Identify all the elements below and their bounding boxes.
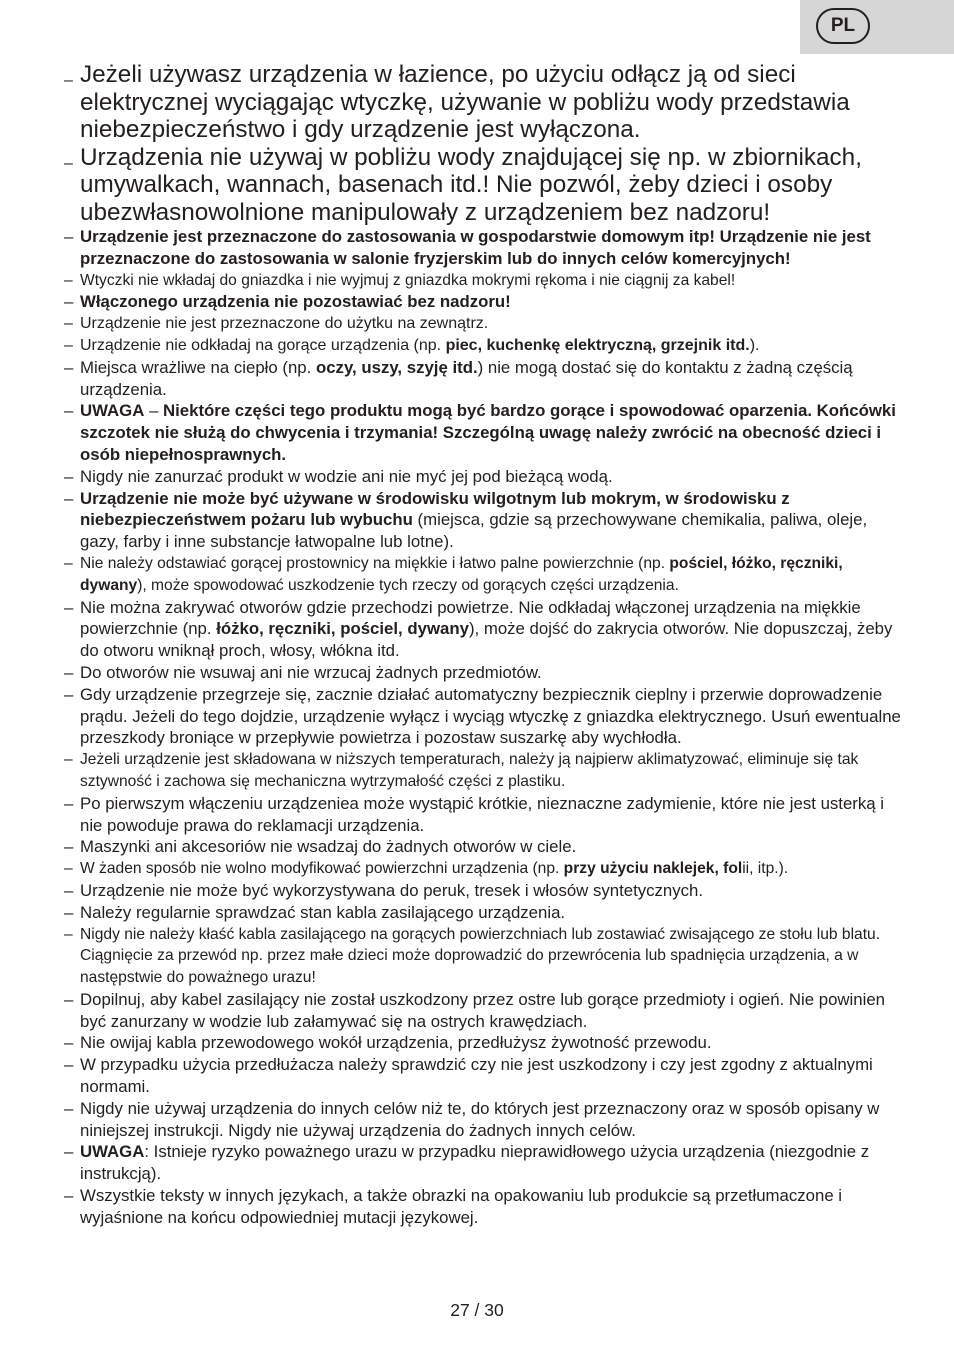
list-item-bold-text: oczy, uszy, szyję itd.	[315, 357, 478, 377]
list-item-text: Urządzenia nie używaj w pobliżu wody znajdującej się np. w zbiornikach, umywalkach, wannach, basenach itd.! Nie pozwól, żeby dzieci i osoby ubezwłasnowolnione manipulowały z urządzeniem bez nadzoru!	[80, 143, 862, 226]
list-dash: –	[64, 793, 74, 813]
list-item-text: Jeżeli urządzenie jest składowana w niższych temperaturach, należy ją najpierw aklimatyzować, eliminuje się tak sztywność i zachowa się mechaniczna wytrzymałość części z plastiku.	[80, 751, 859, 790]
list-item-text: ) nie mogą dostać się do kontaktu z żadną częścią urządzenia.	[80, 357, 853, 399]
list-item	[64, 924, 910, 989]
list-dash: –	[64, 315, 73, 333]
list-item	[64, 1141, 910, 1185]
safety-instructions-list	[64, 61, 910, 1229]
list-dash: –	[64, 1055, 74, 1075]
list-dash: –	[64, 554, 73, 572]
list-item-bold-text: pościel, łóżko, ręczniki, dywany	[80, 554, 843, 594]
list-item	[64, 749, 910, 793]
list-item	[64, 1032, 910, 1054]
list-item	[64, 858, 910, 880]
list-item-text: Po pierwszym włączeniu urządzeniea może wystąpić krótkie, nieznaczne zadymienie, które nie jest usterką i nie powoduje prawa do reklamacji urządzenia.	[80, 793, 884, 835]
list-dash: –	[64, 1186, 74, 1206]
list-item-text: ), może dojść do zakrycia otworów. Nie dopuszczaj, żeby do otworu wniknął proch, włosy, włókna itd.	[80, 619, 893, 661]
list-dash: –	[64, 684, 74, 704]
list-item	[64, 902, 910, 924]
list-item-text: Nie owijaj kabla przewodowego wokół urządzenia, przedłużysz żywotność przewodu.	[80, 1033, 712, 1053]
list-item	[64, 335, 910, 357]
list-item	[64, 291, 910, 313]
list-item-bold-text: Urządzenie jest przeznaczone do zastosowania w gospodarstwie domowym itp! Urządzenie nie jest przeznaczone do zastosowania w salonie fryzjerskim lub do innych celów komercyjnych!	[80, 227, 871, 268]
list-item-text: Nigdy nie zanurzać produkt w wodzie ani nie myć jej pod bieżącą wodą.	[80, 466, 613, 486]
list-item-text: (miejsca, gdzie są przechowywane chemikalia, paliwa, oleje, gazy, farby i inne substancje łatwopalne lub lotne).	[80, 510, 868, 552]
list-dash: –	[64, 1098, 74, 1118]
list-item-text: –	[144, 401, 163, 421]
list-dash: –	[64, 837, 74, 857]
list-dash: –	[64, 401, 74, 421]
list-item	[64, 684, 910, 749]
list-item	[64, 597, 910, 662]
list-dash: –	[64, 751, 73, 769]
list-item	[64, 270, 910, 292]
list-item	[64, 793, 910, 837]
list-dash: –	[64, 662, 74, 682]
list-item	[64, 400, 910, 465]
list-item-text: : Istnieje ryzyko poważnego urazu w przypadku nieprawidłowego użycia urządzenia (niezgodnie z instrukcją).	[80, 1142, 870, 1184]
list-item-bold-text: przy użyciu naklejek, fol	[563, 860, 743, 878]
list-item-text: Do otworów nie wsuwaj ani nie wrzucaj żadnych przedmiotów.	[80, 662, 542, 682]
list-dash: –	[64, 860, 73, 878]
list-item-text: Wtyczki nie wkładaj do gniazdka i nie wyjmuj z gniazdka mokrymi rękoma i nie ciągnij za kabel!	[80, 271, 736, 289]
list-item-bold-text: Niektóre części tego produktu mogą być bardzo gorące i spowodować oparzenia. Końcówki szczotek nie służą do chwycenia i trzymania! Szczególną uwagę należy zwrócić na obecność dzieci i osób niepełnosprawnych.	[80, 401, 896, 464]
list-item-text: Należy regularnie sprawdzać stan kabla zasilającego urządzenia.	[80, 902, 566, 922]
list-dash: –	[64, 154, 73, 172]
list-item	[64, 1098, 910, 1142]
list-dash: –	[64, 925, 73, 943]
list-item	[64, 466, 910, 488]
list-dash: –	[64, 292, 74, 312]
list-dash: –	[64, 597, 74, 617]
list-dash: –	[64, 902, 74, 922]
list-item	[64, 1185, 910, 1229]
list-item	[64, 313, 910, 335]
list-item-text: Wszystkie teksty w innych językach, a także obrazki na opakowaniu lub produkcie są przetłumaczone i wyjaśnione na końcu odpowiedniej mutacji językowej.	[80, 1186, 843, 1227]
list-dash: –	[64, 488, 74, 508]
list-item-bold-text: Urządzenie nie może być używane w środowisku wilgotnym lub mokrym, w środowisku z niebezpieczeństwem pożaru lub wybuchu	[80, 488, 790, 530]
list-item-bold-text: UWAGA	[80, 1142, 145, 1162]
list-item-text: Dopilnuj, aby kabel zasilający nie został uszkodzony przez ostre lub gorące przedmioty i ogień. Nie powinien być zanurzany w wodzie lub załamywać się na ostrych krawędziach.	[80, 989, 885, 1031]
list-item	[64, 488, 910, 553]
list-item	[64, 989, 910, 1033]
list-item-bold-text: Włączonego urządzenia nie pozostawiać bez nadzoru!	[80, 292, 511, 312]
list-item-text: Nie można zakrywać otworów gdzie przechodzi powietrze. Nie odkładaj włączonej urządzenia na miękkie powierzchnie (np.	[80, 597, 861, 639]
list-item	[64, 226, 910, 270]
list-dash: –	[64, 1033, 74, 1053]
list-item	[64, 144, 910, 227]
list-item-text: Urządzenie nie odkładaj na gorące urządzenia (np.	[80, 336, 446, 354]
list-item-text: W żaden sposób nie wolno modyfikować powierzchni urządzenia (np.	[80, 860, 564, 878]
list-dash: –	[64, 357, 74, 377]
list-item-text: ), może spowodować uszkodzenie tych rzeczy od gorących części urządzenia.	[137, 576, 679, 594]
list-item-text: W przypadku użycia przedłużacza należy sprawdzić czy nie jest uszkodzony i czy jest zgodny z aktualnymi normami.	[80, 1055, 873, 1097]
list-item-text: Gdy urządzenie przegrzeje się, zacznie działać automatyczny bezpiecznik cieplny i przerwie doprowadzenie prądu. Jeżeli do tego dojdzie, urządzenie wyłącz i wyciąg wtyczkę z gniazdka elektrycznego. Usuń ewentualne przeszkody broniące w przepływie powietrza i pozostaw suszarkę aby wychłodła.	[80, 684, 901, 748]
list-item	[64, 1054, 910, 1098]
list-item-bold-text: UWAGA	[80, 401, 145, 421]
list-item-text: Nigdy nie należy kłaść kabla zasilającego na gorących powierzchniach lub zostawiać zwisającego ze stołu lub blatu. Ciągnięcie za przewód np. przez małe dzieci może doprowadzić do przewrócenia lub spadnięcia urządzenia, a w następstwie do poważnego urazu!	[80, 925, 881, 987]
list-item-text: Miejsca wrażliwe na ciepło (np.	[80, 357, 316, 377]
list-item	[64, 553, 910, 597]
list-item	[64, 880, 910, 902]
list-dash: –	[64, 989, 74, 1009]
list-item-text: ).	[749, 336, 760, 354]
language-badge: PL	[816, 8, 870, 44]
list-item-text: Nie należy odstawiać gorącej prostownicy na miękkie i łatwo palne powierzchnie (np.	[80, 554, 670, 572]
list-item-bold-text: łóżko, ręczniki, pościel, dywany	[216, 619, 469, 639]
list-item-text: Maszynki ani akcesoriów nie wsadzaj do żadnych otworów w ciele.	[80, 837, 577, 857]
list-dash: –	[64, 880, 74, 900]
list-dash: –	[64, 72, 73, 89]
list-item-text: Nigdy nie używaj urządzenia do innych celów niż te, do których jest przeznaczony oraz w sposób opisany w niniejszej instrukcji. Nigdy nie używaj urządzenia do żadnych innych celów.	[80, 1098, 880, 1140]
list-dash: –	[64, 227, 74, 246]
page-number: 27 / 30	[450, 1300, 504, 1320]
list-dash: –	[64, 466, 74, 486]
list-item-text: Jeżeli używasz urządzenia w łazience, po użyciu odłącz ją od sieci elektrycznej wyciągając wtyczkę, używanie w pobliżu wody przedstawia niebezpieczeństwo i gdy urządzenie jest wyłączona.	[80, 61, 850, 143]
list-dash: –	[64, 336, 73, 354]
list-item-text: Urządzenie nie może być wykorzystywana do peruk, tresek i włosów syntetycznych.	[80, 880, 704, 900]
list-item	[64, 662, 910, 684]
list-dash: –	[64, 271, 73, 289]
list-item	[64, 61, 910, 144]
list-item	[64, 836, 910, 858]
list-item-text: Urządzenie nie jest przeznaczone do użytku na zewnątrz.	[80, 315, 489, 333]
list-item	[64, 357, 910, 401]
language-tab	[800, 0, 954, 54]
list-dash: –	[64, 1142, 74, 1162]
list-item-text: ii, itp.).	[742, 860, 789, 878]
list-item-bold-text: piec, kuchenkę elektryczną, grzejnik itd.	[445, 336, 750, 354]
